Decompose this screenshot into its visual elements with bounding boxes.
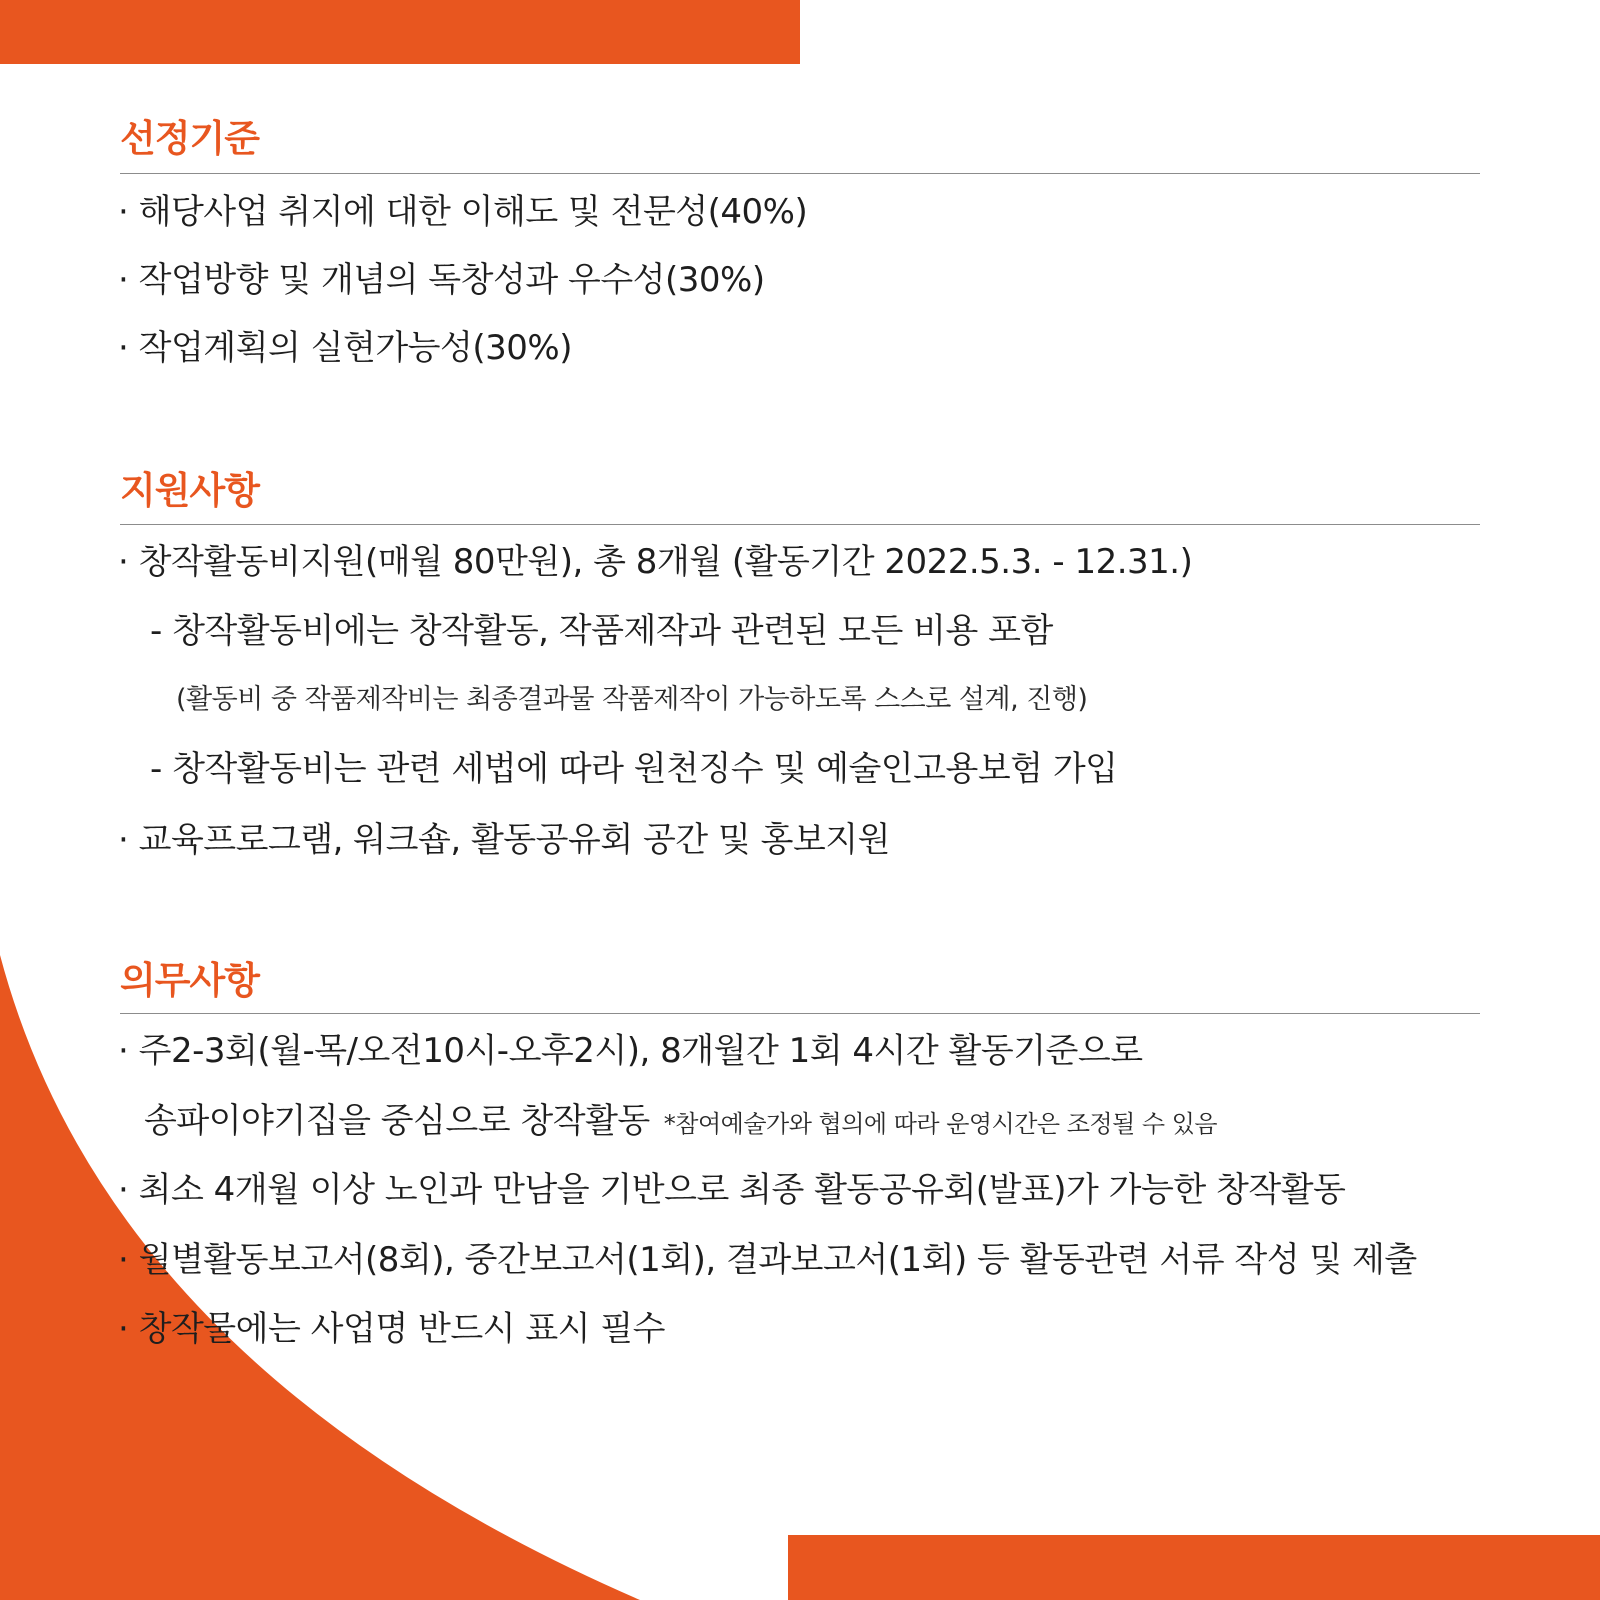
support-item-education-promotion: · 교육프로그램, 워크숍, 활동공유회 공간 및 홍보지원 <box>118 820 890 860</box>
obligation-location-text: 송파이야기집을 중심으로 창작활동 <box>144 1101 650 1141</box>
obligation-item-schedule: · 주2-3회(월-목/오전10시-오후2시), 8개월간 1회 4시간 활동기준으로 <box>118 1031 1143 1071</box>
obligation-schedule-note: *참여예술가와 협의에 따라 운영시간은 조정될 수 있음 <box>663 1110 1218 1138</box>
support-subitem-cost-coverage: - 창작활동비에는 창작활동, 작품제작과 관련된 모든 비용 포함 <box>150 611 1053 651</box>
obligation-item-elderly-meeting: · 최소 4개월 이상 노인과 만남을 기반으로 최종 활동공유회(발표)가 가능한 창작활동 <box>118 1170 1346 1210</box>
support-item-activity-funding: · 창작활동비지원(매월 80만원), 총 8개월 (활동기간 2022.5.3. - 12.31.) <box>118 542 1193 582</box>
support-note-production-cost: (활동비 중 작품제작비는 최종결과물 작품제작이 가능하도록 스스로 설계, 진행) <box>176 684 1088 715</box>
bottom-accent-bar <box>788 1535 1600 1600</box>
section-divider <box>120 1013 1480 1014</box>
obligation-item-reports: · 월별활동보고서(8회), 중간보고서(1회), 결과보고서(1회) 등 활동관련 서류 작성 및 제출 <box>118 1240 1417 1280</box>
criteria-item-feasibility: · 작업계획의 실현가능성(30%) <box>118 328 572 368</box>
obligation-item-schedule-continued <box>144 1101 1218 1141</box>
support-subitem-tax-insurance: - 창작활동비는 관련 세법에 따라 원천징수 및 예술인고용보험 가입 <box>150 749 1118 789</box>
section-title-selection-criteria: 선정기준 <box>120 117 259 160</box>
criteria-item-originality: · 작업방향 및 개념의 독창성과 우수성(30%) <box>118 260 765 300</box>
section-title-support: 지원사항 <box>120 469 259 512</box>
section-divider <box>120 173 1480 174</box>
obligation-item-project-name: · 창작물에는 사업명 반드시 표시 필수 <box>118 1309 666 1349</box>
criteria-item-understanding: · 해당사업 취지에 대한 이해도 및 전문성(40%) <box>118 192 808 232</box>
section-divider <box>120 524 1480 525</box>
section-title-obligations: 의무사항 <box>120 959 259 1002</box>
